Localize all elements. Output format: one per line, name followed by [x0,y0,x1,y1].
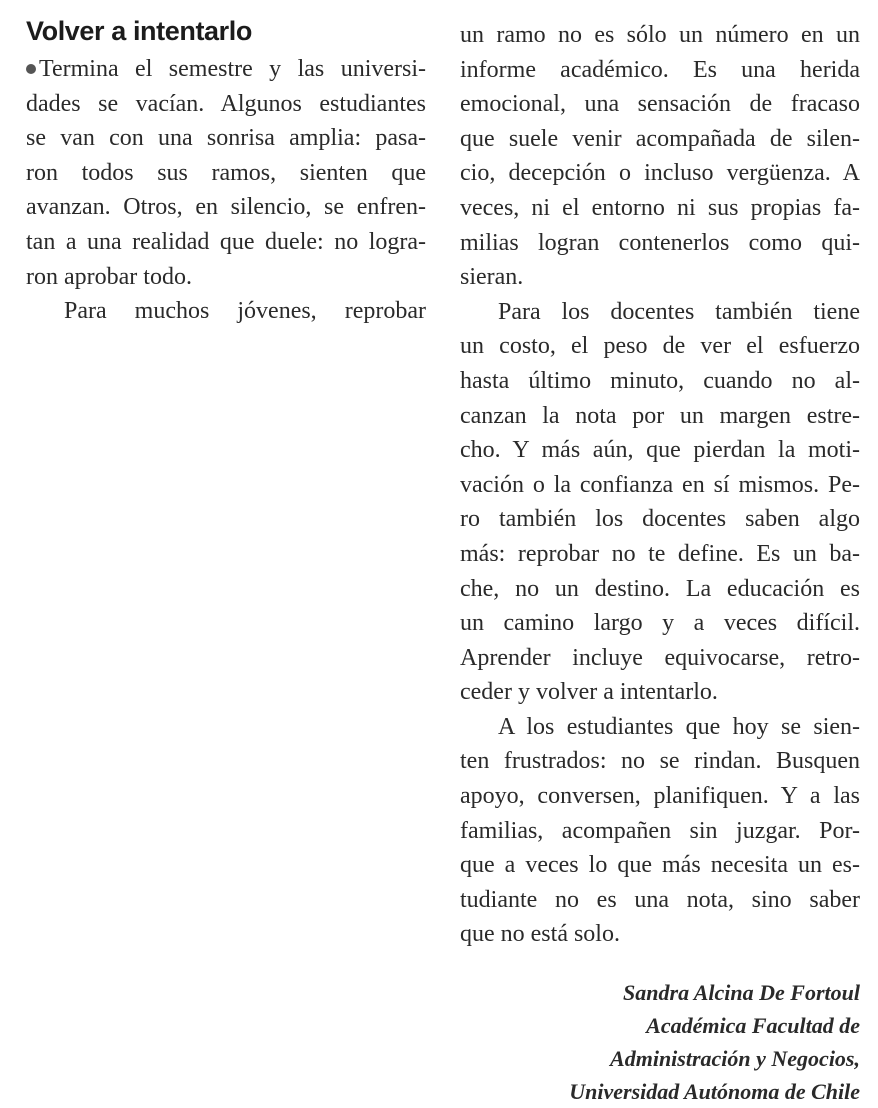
paragraph-line: Para los docentes también tiene [498,298,860,325]
paragraph-line: ron aprobar todo. [26,263,192,290]
paragraph-line: dades se vacían. Algunos estudiantes [26,90,426,117]
paragraph-line: un camino largo y a veces difícil. [460,610,860,637]
paragraph-line: canzan la nota por un margen estre- [460,402,860,429]
paragraph-line: vación o la confianza en sí mismos. Pe- [460,471,860,498]
paragraph-line: A los estudiantes que hoy se sien- [498,713,860,740]
paragraph-line: emocional, una sensación de fracaso [460,91,860,118]
paragraph-line: ron todos sus ramos, sienten que [26,159,426,186]
author-signature [460,976,860,1108]
paragraph-line: Para muchos jóvenes, reprobar [64,298,426,325]
article-title: Volver a intentarlo [26,16,252,46]
bullet-icon [26,64,36,74]
paragraph-line: más: reprobar no te define. Es un ba- [460,540,860,567]
paragraph-line: che, no un destino. La educación es [460,575,860,602]
author-role: Académica Facultad de [646,1013,860,1039]
paragraph-line: cho. Y más aún, que pierdan la moti- [460,437,860,464]
paragraph-line: que suele venir acompañada de silen- [460,125,860,152]
paragraph-line: ceder y volver a intentarlo. [460,679,718,706]
paragraph-line: tudiante no es una nota, sino saber [460,886,860,913]
paragraph-line: milias logran contenerlos como qui- [460,229,860,256]
paragraph-line: cio, decepción o incluso vergüenza. A [460,160,860,187]
paragraph-line: sieran. [460,264,524,291]
author-university: Universidad Autónoma de Chile [569,1079,860,1105]
left-column [26,14,426,329]
paragraph-line: que a veces lo que más necesita un es- [460,852,860,879]
paragraph-line: un costo, el peso de ver el esfuerzo [460,333,860,360]
paragraph-line: familias, acompañen sin juzgar. Por- [460,817,860,844]
author-name: Sandra Alcina De Fortoul [623,980,860,1006]
author-faculty: Administración y Negocios, [610,1046,860,1072]
paragraph-line: que no está solo. [460,921,620,948]
paragraph-line: avanzan. Otros, en silencio, se enfren- [26,194,426,221]
paragraph-line: Aprender incluye equivocarse, retro- [460,644,860,671]
paragraph-line: un ramo no es sólo un número en un [460,22,860,48]
paragraph-line: ro también los docentes saben algo [460,506,860,533]
paragraph-line: veces, ni el entorno ni sus propias fa- [460,194,860,221]
paragraph-line: ten frustrados: no se rindan. Busquen [460,748,860,775]
paragraph-line: hasta último minuto, cuando no al- [460,367,860,394]
right-column-text [460,18,860,952]
paragraph-line: tan a una realidad que duele: no logra- [26,228,426,255]
paragraph-line: apoyo, conversen, planifiquen. Y a las [460,783,860,810]
left-column-text [26,52,426,329]
paragraph-line: Termina el semestre y las universi- [26,52,426,87]
paragraph-line: informe académico. Es una herida [460,56,860,83]
right-column [460,18,860,1108]
paragraph-line: se van con una sonrisa amplia: pasa- [26,125,426,152]
